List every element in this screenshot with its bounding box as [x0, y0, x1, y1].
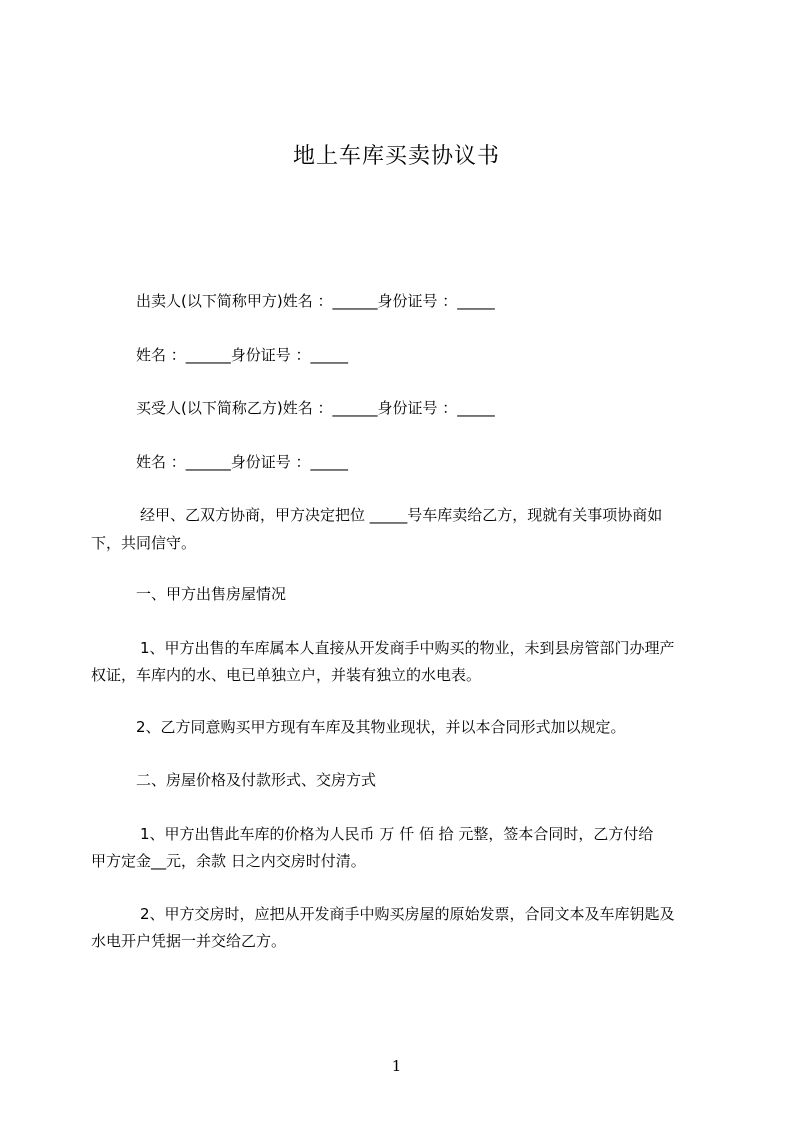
section-2-item-2-line-1: 2、甲方交房时，应把从开发商手中购买房屋的原始发票，合同文本及车库钥匙及 [140, 905, 675, 923]
seller-name-line: 姓名 ：______身份证号 ：_____ [136, 346, 349, 364]
section-2-item-1-line-2: 甲方定金__元，余款 日之内交房时付清。 [91, 852, 366, 870]
section-2-item-1-line-1: 1、甲方出售此车库的价格为人民币 万 仟 佰 拾 元整，签本合同时，乙方付给 [140, 825, 654, 843]
seller-info-line: 出卖人(以下简称甲方)姓名 ：______身份证号 ：_____ [136, 292, 495, 310]
page-number: 1 [391, 1057, 402, 1075]
section-2-item-2-line-2: 水电开户凭据一并交给乙方。 [91, 932, 287, 950]
section-1-item-1-line-2: 权证，车库内的水、电已单独立户，并装有独立的水电表。 [91, 666, 482, 684]
buyer-name-line: 姓名 ：______身份证号 ：_____ [136, 453, 349, 471]
section-1-heading: 一、甲方出售房屋情况 [136, 585, 287, 603]
buyer-info-line: 买受人(以下简称乙方)姓名 ：______身份证号 ：_____ [136, 399, 495, 417]
intro-paragraph-line-1: 经甲、乙双方协商，甲方决定把位 _____号车库卖给乙方，现就有关事项协商如 [140, 506, 663, 524]
intro-paragraph-line-2: 下，共同信守。 [91, 534, 197, 552]
section-2-heading: 二、房屋价格及付款形式、交房方式 [136, 771, 377, 789]
section-1-item-2: 2、乙方同意购买甲方现有车库及其物业现状，并以本合同形式加以规定。 [136, 718, 626, 736]
document-title: 地上车库买卖协议书 [292, 144, 500, 169]
section-1-item-1-line-1: 1、甲方出售的车库属本人直接从开发商手中购买的物业，未到县房管部门办理产 [140, 639, 675, 657]
